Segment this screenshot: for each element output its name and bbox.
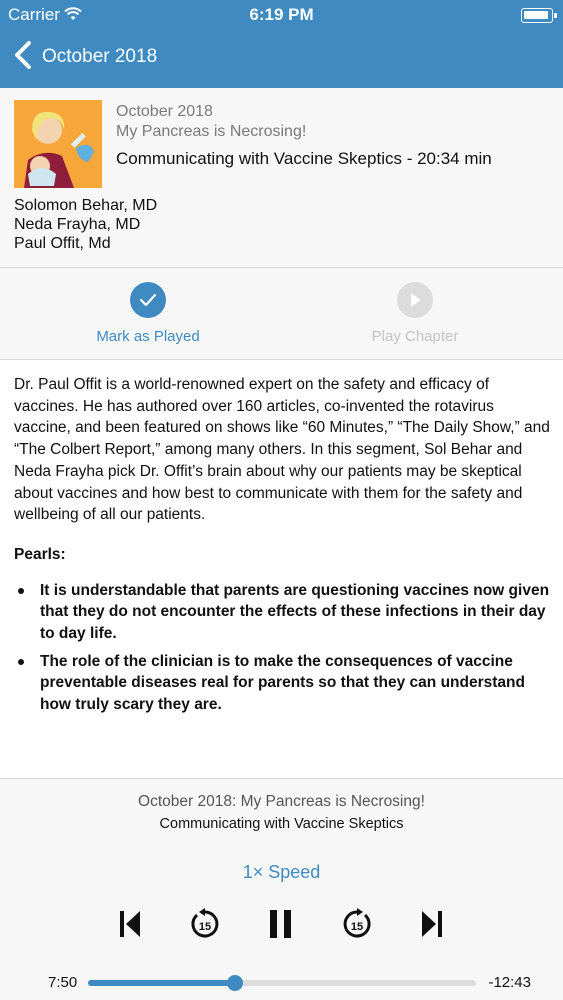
skip-next-button[interactable] bbox=[420, 907, 444, 941]
playback-speed-button[interactable]: 1× Speed bbox=[242, 862, 321, 882]
rewind-15-button[interactable] bbox=[188, 907, 222, 941]
rewind-15-icon bbox=[188, 907, 222, 941]
mark-as-played-button[interactable] bbox=[48, 282, 248, 345]
elapsed-time: 7:50 bbox=[48, 974, 78, 991]
back-button[interactable] bbox=[12, 40, 157, 74]
author-name: Solomon Behar, MD bbox=[14, 197, 158, 214]
pearls-list bbox=[14, 580, 552, 716]
play-chapter-label: Play Chapter bbox=[371, 328, 459, 345]
status-time: 6:19 PM bbox=[249, 5, 314, 24]
episode-description bbox=[14, 374, 552, 722]
forward-15-icon bbox=[340, 907, 374, 941]
carrier-label: Carrier bbox=[8, 5, 60, 24]
status-bar bbox=[0, 4, 563, 26]
author-name: Paul Offit, Md bbox=[14, 235, 111, 252]
forward-seconds: 15 bbox=[350, 921, 364, 933]
skip-previous-icon bbox=[118, 907, 142, 941]
description-text: Dr. Paul Offit is a world-renowned expert on the safety and efficacy of vaccines. He has authored over 160 articles, co-invented the rotavirus vaccine, and been featured on shows like “60 Minutes,” “The Daily Show,” and “The Colbert Report,” among many others. In this segment, Sol Behar and Neda Frayha pick Dr. Offit’s brain about why our patients may be skeptical about vaccines and how best to communicate with them for the safety and wellbeing of all our patients. bbox=[14, 376, 550, 524]
back-button-label: October 2018 bbox=[42, 46, 158, 67]
episode-actions bbox=[0, 268, 563, 360]
episode-issue: October 2018 bbox=[116, 103, 213, 120]
now-playing-subtitle: Communicating with Vaccine Skeptics bbox=[159, 816, 404, 832]
episode-show: My Pancreas is Necrosing! bbox=[116, 123, 307, 140]
navigation-bar bbox=[0, 0, 563, 88]
episode-title: Communicating with Vaccine Skeptics - 20:34 min bbox=[116, 149, 492, 168]
author-name: Neda Frayha, MD bbox=[14, 216, 141, 233]
episode-artwork bbox=[14, 100, 102, 188]
episode-header bbox=[0, 88, 563, 268]
back-chevron-icon bbox=[12, 40, 34, 75]
play-icon bbox=[397, 282, 433, 318]
play-chapter-button[interactable] bbox=[315, 282, 515, 345]
skip-next-icon bbox=[420, 907, 444, 941]
pearl-item: It is understandable that parents are questioning vaccines now given that they do not encounter the effects of these infections in their day to day life. bbox=[14, 580, 552, 645]
skip-previous-button[interactable] bbox=[118, 907, 142, 941]
pearls-heading: Pearls: bbox=[14, 545, 66, 563]
author-list bbox=[14, 196, 157, 253]
pearl-item: The role of the clinician is to make the consequences of vaccine preventable diseases real for parents so that they can understand how truly scary they are. bbox=[14, 651, 552, 716]
now-playing-title: October 2018: My Pancreas is Necrosing! bbox=[138, 793, 425, 810]
progress-slider[interactable] bbox=[88, 980, 476, 986]
pause-icon bbox=[268, 907, 294, 941]
episode-meta bbox=[116, 102, 556, 170]
audio-player bbox=[0, 778, 563, 1000]
remaining-time: -12:43 bbox=[488, 974, 531, 991]
pause-button[interactable] bbox=[268, 907, 294, 941]
rewind-seconds: 15 bbox=[198, 921, 212, 933]
forward-15-button[interactable] bbox=[340, 907, 374, 941]
mark-as-played-label: Mark as Played bbox=[96, 328, 200, 345]
checkmark-icon bbox=[130, 282, 166, 318]
progress-fill bbox=[88, 980, 235, 986]
progress-knob[interactable] bbox=[227, 975, 243, 991]
battery-icon bbox=[521, 8, 553, 23]
